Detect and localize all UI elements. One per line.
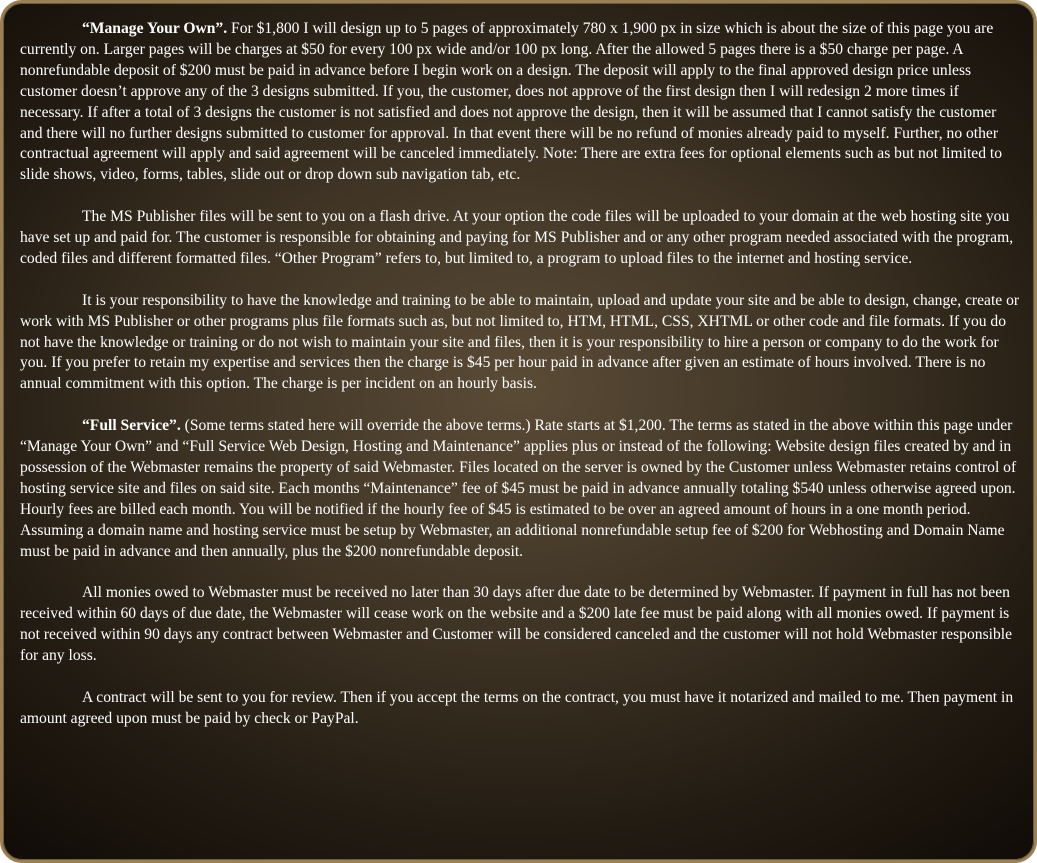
- full-service-heading: “Full Service”.: [82, 417, 181, 435]
- monies-owed-text: All monies owed to Webmaster must be received no later than 30 days after due date to be determined by Webmaster. If payment in full has not been received within 60 days of due date, the Webmaster will cease work on the website and a $200 late fee must be paid along with all monies owed. If payment is not received within 90 days any contract between Webmaster and Customer will be considered canceled and the customer will not hold Webmaster responsible for any loss.: [20, 584, 1013, 665]
- paragraph-full-service: [20, 416, 1022, 562]
- manage-your-own-text: For $1,800 I will design up to 5 pages of approximately 780 x 1,900 px in size which is about the size of this page you are currently on. Larger pages will be charges at $50 for every 100 px wide and/or 100 px long. After the allowed 5 pages there is a $50 charge per page. A nonrefundable deposit of $200 must be paid in advance before I begin work on a design. The deposit will apply to the final approved design price unless customer doesn’t approve any of the 3 designs submitted. If you, the customer, does not approve of the first design then I will redesign 2 more times if necessary. If after a total of 3 designs the customer is not satisfied and does not approve the design, then it will be assumed that I cannot satisfy the customer and there will no further designs submitted to customer for approval. In that event there will be no refund of monies already paid to myself. Further, no other contractual agreement will apply and said agreement will be canceled immediately. Note: There are extra fees for optional elements such as but not limited to slide shows, video, forms, tables, slide out or drop down sub navigation tab, etc.: [20, 20, 1003, 184]
- paragraph-manage-your-own: [20, 19, 1022, 186]
- contract-text: A contract will be sent to you for review. Then if you accept the terms on the contract, you must have it notarized and mailed to me. Then payment in amount agreed upon must be paid by check or PayPal.: [20, 688, 1014, 727]
- paragraph-monies-owed: [20, 583, 1022, 667]
- ms-publisher-files-text: The MS Publisher files will be sent to you on a flash drive. At your option the code files will be uploaded to your domain at the web hosting site you have set up and paid for. The customer is responsible for obtaining and paying for MS Publisher and or any other program needed associated with the program, coded files and different formatted files. “Other Program” refers to, but limited to, a program to upload files to the internet and hosting service.: [20, 208, 1014, 267]
- manage-your-own-heading: “Manage Your Own”.: [82, 20, 228, 37]
- terms-content: [20, 19, 1022, 730]
- paragraph-contract: [20, 688, 1022, 730]
- full-service-text: (Some terms stated here will override the above terms.) Rate starts at $1,200. The terms as stated in the above within this page under “Manage Your Own” and “Full Service Web Design, Hosting and Maintenance” applies plus or instead of the following: Website design files created by and in possession of the Webmaster remains the property of said Webmaster. Files located on the server is owned by the Customer unless Webmaster retains control of hosting service site and files on said site. Each months “Maintenance” fee of $45 must be paid in advance annually totaling $540 unless otherwise agreed upon. Hourly fees are billed each month. You will be notified if the hourly fee of $45 is estimated to be over an agreed amount of hours in a one month period. Assuming a domain name and hosting service must be setup by Webmaster, an additional nonrefundable setup fee of $200 for Webhosting and Domain Name must be paid in advance and then annually, plus the $200 nonrefundable deposit.: [20, 417, 1017, 560]
- paragraph-ms-publisher-files: [20, 207, 1022, 270]
- responsibility-text: It is your responsibility to have the knowledge and training to be able to maintain, upload and update your site and be able to design, change, create or work with MS Publisher or other programs plus file formats such as, but not limited to, HTM, HTML, CSS, XHTML or other code and file formats. If you do not have the knowledge or training or do not wish to maintain your site and files, then it is your responsibility to hire a person or company to do the work for you. If you prefer to retain my expertise and services then the charge is $45 per hour paid in advance after given an estimate of hours involved. There is no annual commitment with this option. The charge is per incident on an hourly basis.: [20, 291, 1020, 393]
- paragraph-responsibility: [20, 291, 1022, 396]
